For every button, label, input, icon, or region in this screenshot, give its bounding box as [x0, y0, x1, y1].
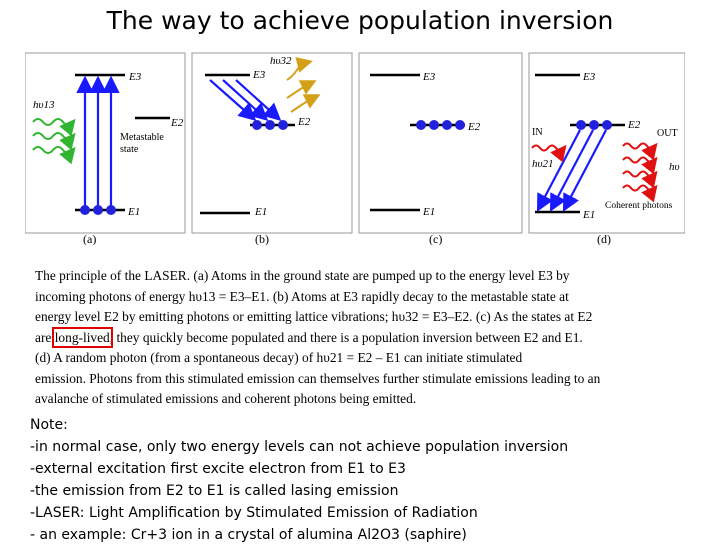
- figure-caption: [35, 266, 695, 410]
- caption-line: incoming photons of energy hυ13 = E3–E1. (b) Atoms at E3 rapidly decay to the metastable state at: [35, 288, 569, 304]
- panel-label-d: (d): [597, 232, 611, 245]
- panel-label-c: (c): [429, 232, 443, 245]
- page-title: The way to achieve population inversion: [106, 6, 614, 35]
- caption-line: are long-lived, they quickly become populated and there is a population inversion between E2 and E1.: [35, 329, 583, 345]
- note-item: -in normal case, only two energy levels can not achieve population inversion: [30, 439, 569, 455]
- svg-text:Metastable: Metastable: [120, 132, 164, 143]
- caption-line: The principle of the LASER. (a) Atoms in the ground state are pumped up to the energy level E3 by: [35, 268, 570, 283]
- svg-text:E2: E2: [298, 116, 311, 128]
- note-item: -LASER: Light Amplification by Stimulated Emission of Radiation: [30, 505, 478, 521]
- laser-energy-level-figure: [25, 50, 685, 245]
- panel-c: [370, 71, 481, 218]
- svg-text:E1: E1: [583, 209, 596, 221]
- panel-label-a: (a): [83, 232, 97, 245]
- svg-text:state: state: [120, 144, 139, 155]
- svg-text:E2: E2: [171, 117, 184, 129]
- notes-section: [30, 414, 710, 546]
- svg-text:hυ: hυ: [669, 161, 680, 173]
- svg-text:Coherent photons: Coherent photons: [605, 201, 673, 211]
- svg-text:hυ13: hυ13: [33, 99, 55, 111]
- note-item: -external excitation first excite electron from E1 to E3: [30, 461, 406, 477]
- caption-line: (d) A random photon (from a spontaneous decay) of hυ21 = E2 – E1 can initiate stimulated: [35, 350, 523, 365]
- svg-text:E2: E2: [468, 121, 481, 133]
- svg-text:IN: IN: [532, 127, 543, 138]
- panel-c-frame: [359, 53, 522, 233]
- svg-text:OUT: OUT: [657, 128, 678, 139]
- panel-a-frame: [25, 53, 185, 233]
- caption-line: avalanche of stimulated emissions and coherent photons being emitted.: [35, 391, 417, 406]
- svg-text:E2: E2: [628, 119, 641, 131]
- panel-b-frame: [192, 53, 352, 233]
- long-lived-highlight: long-lived: [54, 329, 110, 345]
- note-item: - an example: Cr+3 ion in a crystal of alumina Al2O3 (saphire): [30, 527, 467, 543]
- svg-text:hυ32: hυ32: [270, 55, 292, 67]
- svg-text:E3: E3: [253, 69, 266, 81]
- panel-d: [532, 71, 680, 221]
- svg-text:E3: E3: [129, 71, 142, 83]
- caption-line: emission. Photons from this stimulated emission can themselves further stimulate emissions leading to an: [35, 370, 601, 386]
- svg-text:E3: E3: [423, 71, 436, 83]
- panel-label-b: (b): [255, 232, 269, 245]
- panel-a: [33, 71, 184, 218]
- panel-b: [200, 55, 317, 218]
- svg-text:E1: E1: [128, 206, 141, 218]
- svg-text:hυ21: hυ21: [532, 158, 554, 170]
- svg-text:E3: E3: [583, 71, 596, 83]
- svg-text:E1: E1: [423, 206, 436, 218]
- caption-line: energy level E2 by emitting photons or emitting lattice vibrations; hυ32 = E3–E2. (c) As the states at E2: [35, 309, 593, 324]
- svg-text:E1: E1: [255, 206, 268, 218]
- note-heading: Note:: [30, 417, 68, 433]
- note-item: -the emission from E2 to E1 is called lasing emission: [30, 483, 399, 499]
